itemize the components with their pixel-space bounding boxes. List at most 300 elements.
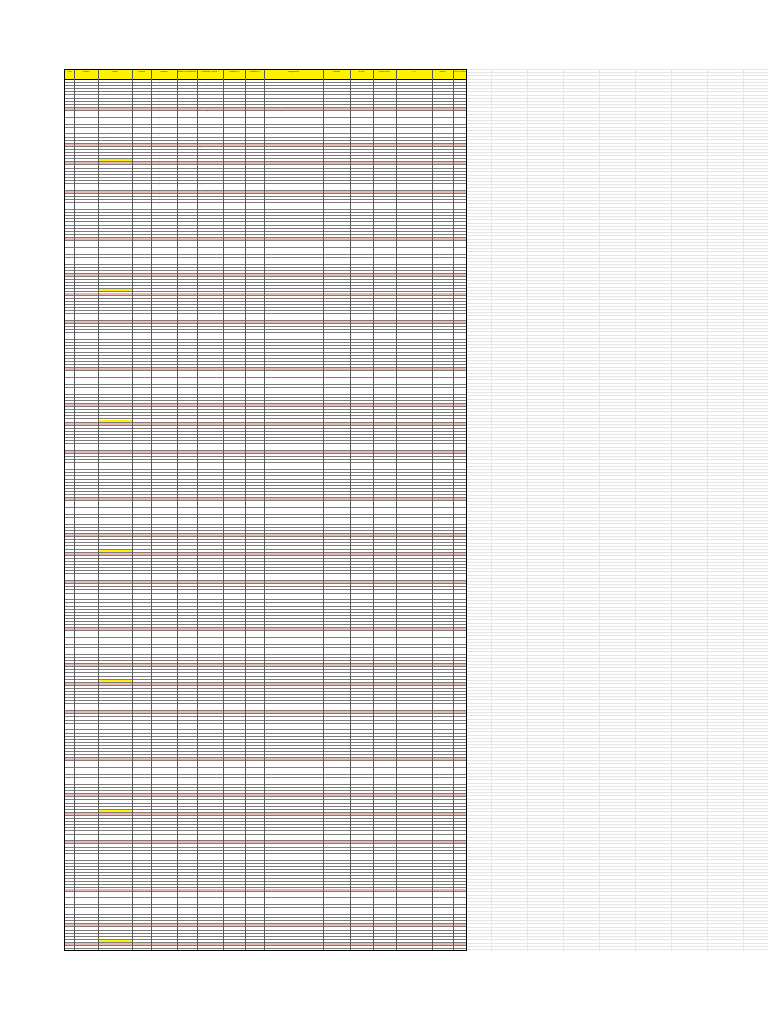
table-cell[interactable] bbox=[223, 135, 245, 137]
table-cell[interactable] bbox=[323, 210, 350, 212]
table-cell[interactable] bbox=[98, 410, 132, 412]
table-cell[interactable] bbox=[65, 314, 74, 320]
table-cell[interactable] bbox=[245, 407, 264, 409]
table-cell[interactable] bbox=[432, 203, 453, 209]
table-cell[interactable] bbox=[323, 591, 350, 593]
table-cell[interactable] bbox=[245, 832, 264, 834]
table-cell[interactable] bbox=[177, 435, 197, 437]
table-cell[interactable] bbox=[65, 265, 74, 267]
table-cell[interactable] bbox=[245, 483, 264, 485]
table-cell[interactable] bbox=[74, 594, 98, 600]
table-cell[interactable] bbox=[74, 451, 98, 453]
table-cell[interactable] bbox=[432, 184, 453, 190]
table-cell[interactable] bbox=[350, 141, 373, 143]
table-cell[interactable] bbox=[132, 540, 151, 542]
table-cell[interactable] bbox=[151, 426, 177, 428]
table-cell[interactable] bbox=[373, 395, 396, 397]
table-cell[interactable] bbox=[98, 454, 132, 456]
table-cell[interactable] bbox=[177, 473, 197, 475]
table-cell[interactable] bbox=[132, 921, 151, 923]
table-cell[interactable] bbox=[323, 280, 350, 282]
table-cell[interactable] bbox=[197, 286, 223, 288]
table-cell[interactable] bbox=[264, 105, 323, 107]
table-cell[interactable] bbox=[74, 638, 98, 644]
table-cell[interactable] bbox=[197, 219, 223, 221]
table-cell[interactable] bbox=[453, 111, 466, 117]
table-cell[interactable] bbox=[151, 873, 177, 875]
table-cell[interactable] bbox=[373, 556, 396, 558]
table-cell[interactable] bbox=[350, 327, 373, 329]
table-cell[interactable] bbox=[98, 898, 132, 904]
table-cell[interactable] bbox=[151, 737, 177, 739]
table-cell[interactable] bbox=[432, 794, 453, 796]
table-cell[interactable]: MMS bbox=[133, 194, 137, 195]
table-cell[interactable] bbox=[151, 359, 177, 361]
table-cell[interactable]: Finance bbox=[152, 159, 158, 161]
table-cell[interactable] bbox=[323, 293, 350, 295]
table-cell[interactable] bbox=[74, 794, 98, 796]
table-cell[interactable] bbox=[323, 401, 350, 403]
table-cell[interactable] bbox=[98, 223, 132, 225]
table-cell[interactable] bbox=[323, 184, 350, 190]
table-cell[interactable] bbox=[396, 398, 432, 400]
table-cell[interactable] bbox=[432, 144, 453, 146]
table-cell[interactable] bbox=[453, 229, 466, 231]
table-cell[interactable] bbox=[132, 534, 151, 536]
table-cell[interactable] bbox=[132, 885, 151, 887]
table-cell[interactable] bbox=[432, 531, 453, 533]
table-cell[interactable] bbox=[432, 378, 453, 384]
table-cell[interactable] bbox=[453, 889, 466, 891]
table-cell[interactable] bbox=[373, 102, 396, 104]
table-cell[interactable] bbox=[98, 395, 132, 397]
table-cell[interactable] bbox=[74, 898, 98, 904]
table-cell[interactable] bbox=[177, 213, 197, 215]
table-cell[interactable] bbox=[373, 178, 396, 180]
table-cell[interactable] bbox=[350, 553, 373, 555]
table-cell[interactable] bbox=[223, 108, 245, 110]
table-cell[interactable]: Female bbox=[75, 80, 81, 81]
table-cell[interactable] bbox=[151, 822, 177, 824]
table-cell[interactable] bbox=[350, 571, 373, 573]
table-cell[interactable] bbox=[177, 584, 197, 586]
table-cell[interactable] bbox=[453, 410, 466, 412]
table-cell[interactable] bbox=[245, 492, 264, 494]
table-cell[interactable] bbox=[98, 928, 132, 930]
table-cell[interactable] bbox=[151, 864, 177, 866]
table-cell[interactable] bbox=[264, 740, 323, 742]
table-cell[interactable] bbox=[74, 562, 98, 564]
table-cell[interactable] bbox=[223, 324, 245, 326]
table-cell[interactable]: Marketing bbox=[152, 104, 160, 106]
table-cell[interactable] bbox=[74, 280, 98, 282]
table-cell[interactable] bbox=[245, 324, 264, 326]
table-cell[interactable] bbox=[223, 610, 245, 612]
table-cell[interactable] bbox=[197, 867, 223, 869]
table-cell[interactable] bbox=[74, 368, 98, 370]
table-cell[interactable]: Ankit Singh bbox=[99, 124, 108, 126]
table-cell[interactable] bbox=[151, 946, 177, 948]
table-cell[interactable]: 23 bbox=[66, 159, 68, 161]
table-cell[interactable] bbox=[373, 105, 396, 107]
table-cell[interactable] bbox=[197, 801, 223, 803]
table-cell[interactable] bbox=[151, 604, 177, 606]
table-cell[interactable] bbox=[323, 340, 350, 342]
table-cell[interactable] bbox=[453, 737, 466, 739]
table-cell[interactable] bbox=[132, 537, 151, 539]
table-cell[interactable] bbox=[373, 226, 396, 228]
table-cell[interactable] bbox=[223, 667, 245, 669]
table-cell[interactable] bbox=[264, 915, 323, 917]
table-cell[interactable] bbox=[74, 407, 98, 409]
table-cell[interactable] bbox=[197, 931, 223, 933]
table-cell[interactable] bbox=[65, 737, 74, 739]
table-cell[interactable] bbox=[65, 540, 74, 542]
table-cell[interactable] bbox=[245, 86, 264, 88]
table-cell[interactable] bbox=[432, 274, 453, 276]
table-cell[interactable] bbox=[350, 737, 373, 739]
table-cell[interactable] bbox=[396, 628, 432, 630]
table-cell[interactable] bbox=[323, 232, 350, 234]
table-cell[interactable]: 6 bbox=[66, 95, 67, 97]
table-cell[interactable] bbox=[177, 280, 197, 282]
table-cell[interactable] bbox=[432, 368, 453, 370]
table-cell[interactable] bbox=[323, 219, 350, 221]
table-cell[interactable] bbox=[350, 768, 373, 774]
table-cell[interactable] bbox=[98, 755, 132, 757]
table-cell[interactable] bbox=[132, 268, 151, 270]
table-cell[interactable] bbox=[74, 819, 98, 821]
table-cell[interactable] bbox=[177, 921, 197, 923]
table-cell[interactable] bbox=[177, 940, 197, 942]
table-cell[interactable] bbox=[350, 740, 373, 742]
table-cell[interactable] bbox=[197, 752, 223, 754]
table-cell[interactable] bbox=[396, 885, 432, 887]
table-cell[interactable] bbox=[432, 508, 453, 514]
table-cell[interactable] bbox=[264, 661, 323, 663]
table-cell[interactable] bbox=[323, 762, 350, 768]
table-cell[interactable] bbox=[74, 734, 98, 736]
table-cell[interactable] bbox=[132, 435, 151, 437]
table-cell[interactable] bbox=[177, 882, 197, 884]
table-cell[interactable] bbox=[177, 410, 197, 412]
table-cell[interactable] bbox=[432, 625, 453, 627]
table-cell[interactable] bbox=[453, 401, 466, 403]
table-cell[interactable] bbox=[98, 775, 132, 777]
table-cell[interactable] bbox=[350, 111, 373, 117]
table-cell[interactable] bbox=[453, 918, 466, 920]
table-cell[interactable] bbox=[323, 924, 350, 926]
table-cell[interactable] bbox=[197, 915, 223, 917]
table-cell[interactable] bbox=[453, 213, 466, 215]
table-cell[interactable] bbox=[396, 867, 432, 869]
table-cell[interactable] bbox=[223, 613, 245, 615]
table-cell[interactable] bbox=[432, 556, 453, 558]
table-cell[interactable] bbox=[373, 368, 396, 370]
table-cell[interactable] bbox=[453, 882, 466, 884]
table-cell[interactable] bbox=[396, 758, 432, 760]
table-cell[interactable] bbox=[177, 210, 197, 212]
table-cell[interactable]: Campus bbox=[178, 194, 185, 195]
table-cell[interactable] bbox=[264, 296, 323, 298]
table-cell[interactable] bbox=[197, 695, 223, 697]
table-cell[interactable] bbox=[264, 321, 323, 323]
table-cell[interactable] bbox=[373, 797, 396, 799]
table-cell[interactable] bbox=[264, 835, 323, 841]
table-cell[interactable] bbox=[177, 879, 197, 881]
table-cell[interactable] bbox=[432, 864, 453, 866]
table-cell[interactable] bbox=[453, 873, 466, 875]
table-cell[interactable] bbox=[396, 226, 432, 228]
table-cell[interactable] bbox=[373, 934, 396, 936]
table-cell[interactable] bbox=[177, 83, 197, 85]
table-cell[interactable] bbox=[65, 289, 74, 291]
table-cell[interactable] bbox=[373, 648, 396, 654]
table-cell[interactable] bbox=[323, 835, 350, 841]
table-cell[interactable] bbox=[453, 565, 466, 567]
table-cell[interactable] bbox=[264, 365, 323, 367]
table-cell[interactable] bbox=[432, 921, 453, 923]
table-cell[interactable] bbox=[151, 454, 177, 456]
table-cell[interactable] bbox=[453, 689, 466, 691]
table-cell[interactable] bbox=[197, 486, 223, 488]
table-cell[interactable] bbox=[373, 274, 396, 276]
table-cell[interactable] bbox=[177, 613, 197, 615]
table-cell[interactable] bbox=[74, 613, 98, 615]
table-cell[interactable] bbox=[323, 226, 350, 228]
table-cell[interactable] bbox=[151, 638, 177, 644]
table-cell[interactable] bbox=[65, 350, 74, 352]
table-cell[interactable] bbox=[98, 299, 132, 301]
table-cell[interactable] bbox=[264, 118, 323, 124]
table-cell[interactable] bbox=[65, 740, 74, 742]
table-cell[interactable] bbox=[323, 483, 350, 485]
table-cell[interactable] bbox=[223, 184, 245, 190]
table-cell[interactable] bbox=[65, 385, 74, 387]
table-cell[interactable] bbox=[223, 435, 245, 437]
table-cell[interactable] bbox=[373, 340, 396, 342]
table-cell[interactable] bbox=[350, 356, 373, 358]
table-cell[interactable] bbox=[432, 677, 453, 679]
table-cell[interactable] bbox=[151, 457, 177, 459]
table-cell[interactable] bbox=[453, 816, 466, 818]
table-cell[interactable] bbox=[373, 674, 396, 676]
table-cell[interactable] bbox=[323, 876, 350, 878]
table-cell[interactable] bbox=[323, 362, 350, 364]
table-cell[interactable] bbox=[223, 321, 245, 323]
table-cell[interactable] bbox=[65, 274, 74, 276]
table-cell[interactable] bbox=[74, 610, 98, 612]
table-cell[interactable]: 27 bbox=[66, 171, 68, 173]
table-cell[interactable] bbox=[197, 876, 223, 878]
table-cell[interactable] bbox=[453, 740, 466, 742]
table-cell[interactable] bbox=[432, 495, 453, 497]
table-cell[interactable] bbox=[396, 559, 432, 561]
table-cell[interactable] bbox=[132, 937, 151, 939]
table-cell[interactable] bbox=[245, 937, 264, 939]
table-cell[interactable] bbox=[453, 934, 466, 936]
table-cell[interactable] bbox=[453, 724, 466, 730]
table-cell[interactable] bbox=[323, 711, 350, 713]
table-cell[interactable] bbox=[373, 398, 396, 400]
table-cell[interactable] bbox=[197, 141, 223, 143]
table-cell[interactable] bbox=[396, 670, 432, 672]
table-cell[interactable] bbox=[264, 613, 323, 615]
table-cell[interactable] bbox=[151, 464, 177, 470]
table-cell[interactable] bbox=[197, 378, 223, 384]
table-cell[interactable] bbox=[151, 870, 177, 872]
table-cell[interactable] bbox=[98, 241, 132, 247]
table-cell[interactable] bbox=[98, 568, 132, 570]
table-cell[interactable] bbox=[197, 271, 223, 273]
table-cell[interactable] bbox=[98, 864, 132, 866]
table-cell[interactable] bbox=[177, 258, 197, 264]
table-cell[interactable] bbox=[223, 80, 245, 82]
table-cell[interactable] bbox=[373, 889, 396, 891]
table-cell[interactable] bbox=[264, 788, 323, 790]
table-cell[interactable] bbox=[323, 80, 350, 82]
table-cell[interactable] bbox=[245, 731, 264, 733]
table-cell[interactable] bbox=[177, 343, 197, 345]
table-cell[interactable] bbox=[350, 898, 373, 904]
table-cell[interactable] bbox=[223, 333, 245, 339]
table-cell[interactable] bbox=[453, 96, 466, 98]
table-cell[interactable] bbox=[264, 153, 323, 155]
table-cell[interactable] bbox=[245, 547, 264, 549]
table-cell[interactable] bbox=[264, 604, 323, 606]
table-cell[interactable] bbox=[98, 470, 132, 472]
table-cell[interactable] bbox=[432, 226, 453, 228]
table-cell[interactable] bbox=[74, 695, 98, 697]
table-cell[interactable] bbox=[197, 822, 223, 824]
table-cell[interactable] bbox=[373, 562, 396, 564]
table-cell[interactable] bbox=[373, 153, 396, 155]
table-cell[interactable] bbox=[350, 80, 373, 82]
table-cell[interactable]: Marketing bbox=[152, 165, 160, 167]
table-cell[interactable] bbox=[373, 876, 396, 878]
table-cell[interactable] bbox=[453, 876, 466, 878]
table-cell[interactable] bbox=[350, 600, 373, 602]
table-cell[interactable] bbox=[177, 638, 197, 644]
table-cell[interactable] bbox=[132, 946, 151, 948]
table-cell[interactable] bbox=[151, 762, 177, 768]
table-cell[interactable] bbox=[65, 692, 74, 694]
table-cell[interactable] bbox=[223, 559, 245, 561]
table-cell[interactable] bbox=[151, 677, 177, 679]
table-cell[interactable] bbox=[453, 835, 466, 841]
table-cell[interactable] bbox=[197, 385, 223, 387]
table-cell[interactable] bbox=[245, 873, 264, 875]
table-cell[interactable] bbox=[65, 550, 74, 552]
table-cell[interactable] bbox=[350, 775, 373, 777]
table-cell[interactable] bbox=[245, 147, 264, 149]
table-cell[interactable] bbox=[264, 356, 323, 358]
table-cell[interactable] bbox=[432, 905, 453, 907]
table-cell[interactable] bbox=[373, 565, 396, 567]
table-cell[interactable] bbox=[151, 832, 177, 834]
table-cell[interactable] bbox=[373, 289, 396, 291]
table-cell[interactable] bbox=[65, 213, 74, 215]
table-cell[interactable] bbox=[453, 851, 466, 853]
table-cell[interactable] bbox=[432, 740, 453, 742]
table-cell[interactable] bbox=[177, 718, 197, 720]
table-cell[interactable] bbox=[432, 870, 453, 872]
table-cell[interactable] bbox=[350, 543, 373, 545]
table-cell[interactable]: MMS bbox=[133, 190, 137, 192]
table-cell[interactable] bbox=[396, 683, 432, 685]
table-cell[interactable]: Male bbox=[75, 101, 79, 103]
table-cell[interactable] bbox=[151, 429, 177, 431]
table-cell[interactable] bbox=[396, 931, 432, 933]
table-cell[interactable] bbox=[396, 283, 432, 285]
table-cell[interactable] bbox=[432, 457, 453, 459]
table-cell[interactable] bbox=[132, 308, 151, 310]
table-cell[interactable] bbox=[323, 96, 350, 98]
table-cell[interactable] bbox=[151, 571, 177, 573]
table-cell[interactable] bbox=[65, 638, 74, 644]
table-cell[interactable] bbox=[223, 96, 245, 98]
table-cell[interactable] bbox=[264, 420, 323, 422]
table-cell[interactable] bbox=[323, 828, 350, 830]
table-cell[interactable] bbox=[223, 362, 245, 364]
table-cell[interactable] bbox=[65, 816, 74, 818]
table-cell[interactable] bbox=[453, 492, 466, 494]
table-cell[interactable] bbox=[132, 613, 151, 615]
table-cell[interactable] bbox=[177, 553, 197, 555]
table-cell[interactable] bbox=[151, 515, 177, 517]
table-cell[interactable] bbox=[264, 492, 323, 494]
table-cell[interactable] bbox=[323, 889, 350, 891]
table-cell[interactable] bbox=[98, 794, 132, 796]
table-cell[interactable] bbox=[223, 768, 245, 774]
table-cell[interactable] bbox=[245, 804, 264, 806]
table-cell[interactable] bbox=[177, 232, 197, 234]
table-cell[interactable] bbox=[151, 778, 177, 784]
table-cell[interactable] bbox=[223, 915, 245, 917]
table-cell[interactable] bbox=[74, 460, 98, 462]
table-cell[interactable] bbox=[264, 550, 323, 552]
table-cell[interactable] bbox=[373, 305, 396, 307]
table-cell[interactable] bbox=[432, 667, 453, 669]
table-cell[interactable] bbox=[373, 698, 396, 700]
table-cell[interactable] bbox=[432, 692, 453, 694]
table-cell[interactable] bbox=[74, 804, 98, 806]
table-cell[interactable] bbox=[65, 619, 74, 621]
table-cell[interactable] bbox=[151, 915, 177, 917]
table-cell[interactable] bbox=[177, 854, 197, 860]
table-cell[interactable] bbox=[323, 299, 350, 301]
table-cell[interactable] bbox=[323, 638, 350, 644]
table-cell[interactable] bbox=[323, 680, 350, 682]
table-cell[interactable] bbox=[373, 353, 396, 355]
table-cell[interactable] bbox=[350, 778, 373, 784]
table-cell[interactable]: Abha Yadav bbox=[99, 86, 108, 88]
table-cell[interactable]: Self bbox=[178, 101, 181, 103]
table-cell[interactable] bbox=[245, 915, 264, 917]
table-cell[interactable] bbox=[98, 889, 132, 891]
table-cell[interactable] bbox=[74, 574, 98, 580]
table-cell[interactable] bbox=[151, 810, 177, 812]
table-cell[interactable] bbox=[453, 125, 466, 127]
table-cell[interactable]: Campus bbox=[178, 98, 185, 100]
table-cell[interactable]: Male bbox=[75, 168, 79, 170]
table-cell[interactable] bbox=[453, 162, 466, 164]
table-cell[interactable] bbox=[151, 210, 177, 212]
table-cell[interactable] bbox=[373, 203, 396, 209]
table-cell[interactable] bbox=[74, 797, 98, 799]
table-cell[interactable] bbox=[373, 248, 396, 254]
table-cell[interactable] bbox=[65, 571, 74, 573]
